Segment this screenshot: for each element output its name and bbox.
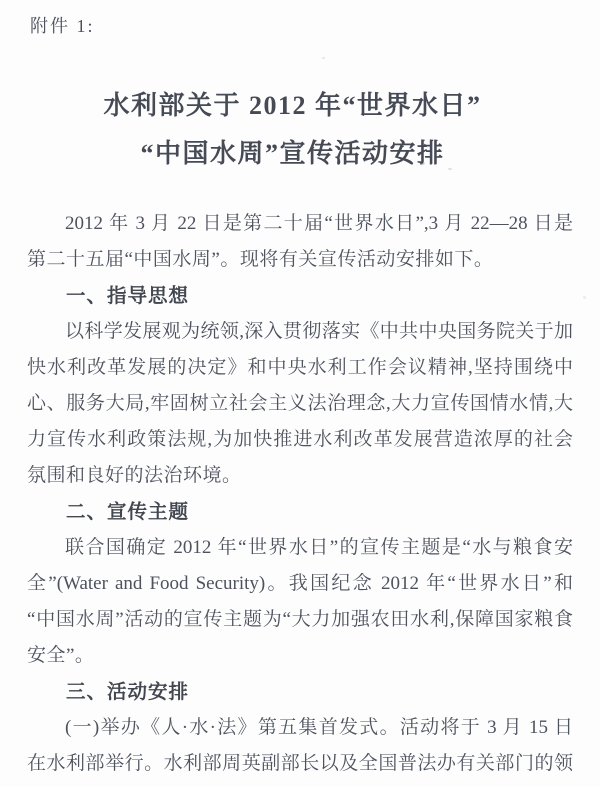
text-line: 联合国确定 2012 年“世界水日”的宣传主题是“水与粮食安 [65, 537, 573, 558]
text-line: 全”(Water and Food Security)。我国纪念 2012 年“世界水日”和 [27, 573, 573, 594]
scan-noise-speck [322, 57, 325, 59]
document-title-line2: “中国水周”宣传活动安排 [140, 139, 445, 168]
text-line: “中国水周”活动的宣传主题为“大力加强农田水利,保障国家粮食 [27, 609, 573, 630]
document-body [27, 206, 573, 782]
text-line: 氛围和良好的法治环境。 [27, 465, 242, 486]
text-line: 力宣传水利政策法规,为加快推进水利改革发展营造浓厚的社会 [27, 429, 573, 450]
document-title [20, 82, 565, 178]
attachment-label: 附件 1: [30, 16, 95, 36]
text-line: (一)举办《人·水·法》第五集首发式。活动将于 3 月 15 日 [65, 717, 573, 738]
text-line: 2012 年 3 月 22 日是第二十届“世界水日”,3 月 22—28 日是 [65, 213, 573, 234]
text-line: 第二十五届“中国水周”。现将有关宣传活动安排如下。 [27, 249, 494, 270]
text-line: 快水利改革发展的决定》和中央水利工作会议精神,坚持围绕中 [27, 357, 573, 378]
document-title-line1: 水利部关于 2012 年“世界水日” [103, 91, 482, 120]
text-line: 在水利部举行。水利部周英副部长以及全国普法办有关部门的领 [27, 753, 573, 774]
section-heading: 二、宣传主题 [66, 501, 190, 523]
text-line: 安全”。 [27, 645, 95, 666]
text-line: 心、服务大局,牢固树立社会主义法治理念,大力宣传国情水情,大 [27, 393, 573, 414]
text-line: 以科学发展观为统领,深入贯彻落实《中共中央国务院关于加 [65, 321, 573, 342]
scan-noise-speck [583, 296, 586, 299]
section-heading: 一、指导思想 [66, 285, 190, 307]
scan-noise-speck [448, 168, 452, 171]
section-heading: 三、活动安排 [66, 681, 190, 703]
